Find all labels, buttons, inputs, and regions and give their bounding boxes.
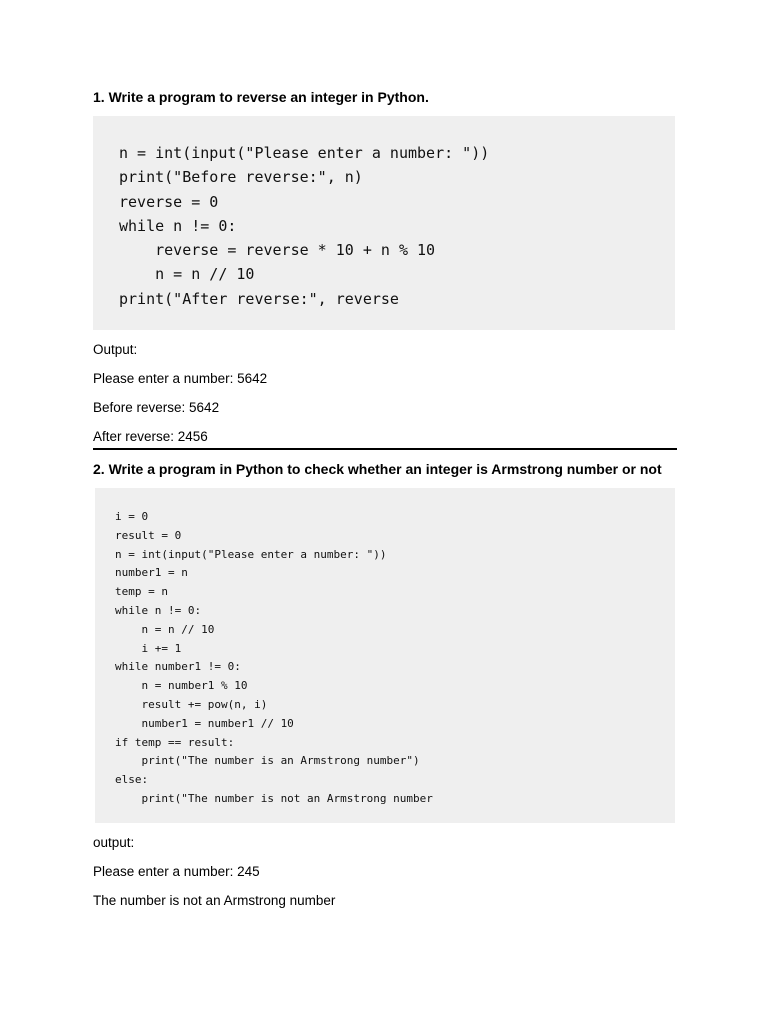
- section2-heading: 2. Write a program in Python to check whether an integer is Armstrong number or not: [93, 461, 662, 477]
- section2-code: i = 0 result = 0 n = int(input("Please enter a number: ")) number1 = n temp = n while n != 0: n = n // 10 i += 1 while number1 != 0: n = number1 % 10 result += pow(n, i) number1 = number1 // 10 if temp == result: print("The number is an Armstrong number") else: print("The number is not an Armstrong number: [115, 510, 433, 805]
- section1-output-line: Before reverse: 5642: [93, 400, 220, 415]
- section2-code-block: [95, 488, 675, 823]
- section2-output-line: Please enter a number: 245: [93, 864, 260, 879]
- section1-heading: 1. Write a program to reverse an integer in Python.: [93, 89, 429, 105]
- section1-output-line: Please enter a number: 5642: [93, 371, 268, 386]
- section1-code-block: [93, 116, 675, 330]
- section-divider: [93, 448, 677, 450]
- section1-output-label: Output:: [93, 342, 138, 357]
- section2-output-line: The number is not an Armstrong number: [93, 893, 336, 908]
- section2-output-label: output:: [93, 835, 135, 850]
- section1-output-line: After reverse: 2456: [93, 429, 208, 444]
- section1-code: n = int(input("Please enter a number: ")) print("Before reverse:", n) reverse = 0 while n != 0: reverse = reverse * 10 + n % 10 n = n // 10 print("After reverse:", reverse: [119, 144, 490, 308]
